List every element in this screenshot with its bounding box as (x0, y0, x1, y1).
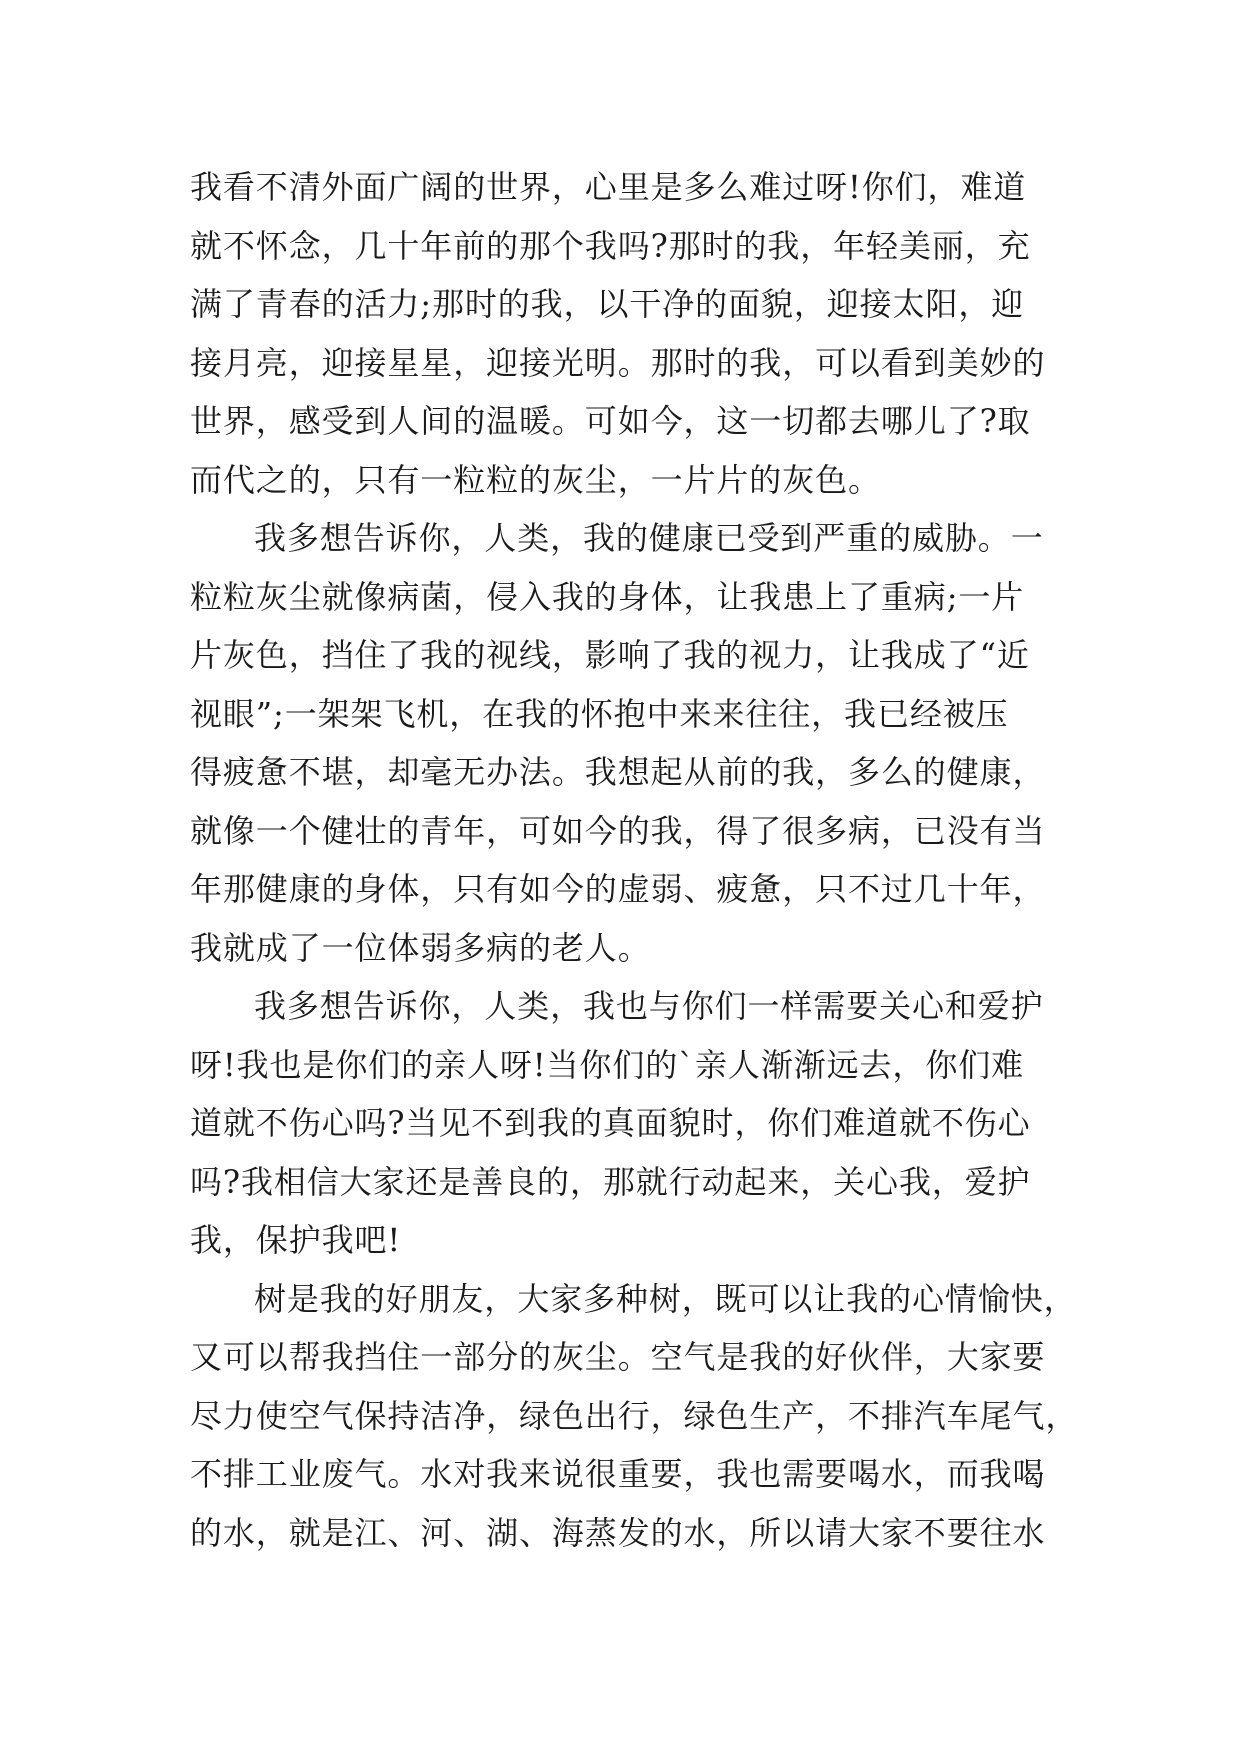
text-line: 满了青春的活力;那时的我，以干净的面貌，迎接太阳，迎 (190, 285, 1025, 323)
text-line: 年那健康的身体，只有如今的虚弱、疲惫，只不过几十年， (190, 870, 1046, 908)
text-line: 不排工业废气。水对我来说很重要，我也需要喝水，而我喝 (190, 1455, 1046, 1493)
text-line: 世界，感受到人间的温暖。可如今，这一切都去哪儿了?取 (190, 402, 1031, 440)
text-line: 视眼”;一架架飞机，在我的怀抱中来来往往，我已经被压 (190, 694, 1009, 733)
text-line: 而代之的，只有一粒粒的灰尘，一片片的灰色。 (190, 460, 881, 499)
text-line: 呀!我也是你们的亲人呀!当你们的`亲人渐渐远去，你们难 (190, 1045, 1025, 1084)
text-line: 我，保护我吧! (190, 1221, 402, 1259)
text-line: 片灰色，挡住了我的视线，影响了我的视力，让我成了“近 (190, 636, 1030, 674)
text-line: 的水，就是江、河、湖、海蒸发的水，所以请大家不要往水 (190, 1513, 1046, 1552)
text-line: 我看不清外面广阔的世界，心里是多么难过呀!你们，难道 (190, 168, 1027, 206)
paragraph-first-line: 我多想告诉你，人类，我也与你们一样需要关心和爱护 (254, 987, 1044, 1025)
paragraph-first-line: 树是我的好朋友，大家多种树，既可以让我的心情愉快， (254, 1279, 1077, 1318)
text-line: 我就成了一位体弱多病的老人。 (190, 928, 651, 967)
text-line: 接月亮，迎接星星，迎接光明。那时的我，可以看到美妙的 (190, 343, 1046, 382)
text-line: 粒粒灰尘就像病菌，侵入我的身体，让我患上了重病;一片 (190, 577, 1025, 616)
text-line: 就像一个健壮的青年，可如今的我，得了很多病，已没有当 (190, 811, 1046, 850)
text-line: 又可以帮我挡住一部分的灰尘。空气是我的好伙伴，大家要 (190, 1338, 1046, 1376)
paragraph-first-line: 我多想告诉你，人类，我的健康已受到严重的威胁。一 (254, 519, 1044, 557)
text-line: 尽力使空气保持洁净，绿色出行，绿色生产，不排汽车尾气， (190, 1396, 1079, 1435)
text-line: 就不怀念，几十年前的那个我吗?那时的我，年轻美丽，充 (190, 226, 1031, 265)
text-line: 得疲惫不堪，却毫无办法。我想起从前的我，多么的健康， (190, 753, 1046, 791)
document-body (190, 158, 1079, 1562)
text-line: 吗?我相信大家还是善良的，那就行动起来，关心我，爱护 (190, 1162, 1031, 1201)
text-line: 道就不伤心吗?当见不到我的真面貌时，你们难道就不伤心 (190, 1104, 1031, 1142)
